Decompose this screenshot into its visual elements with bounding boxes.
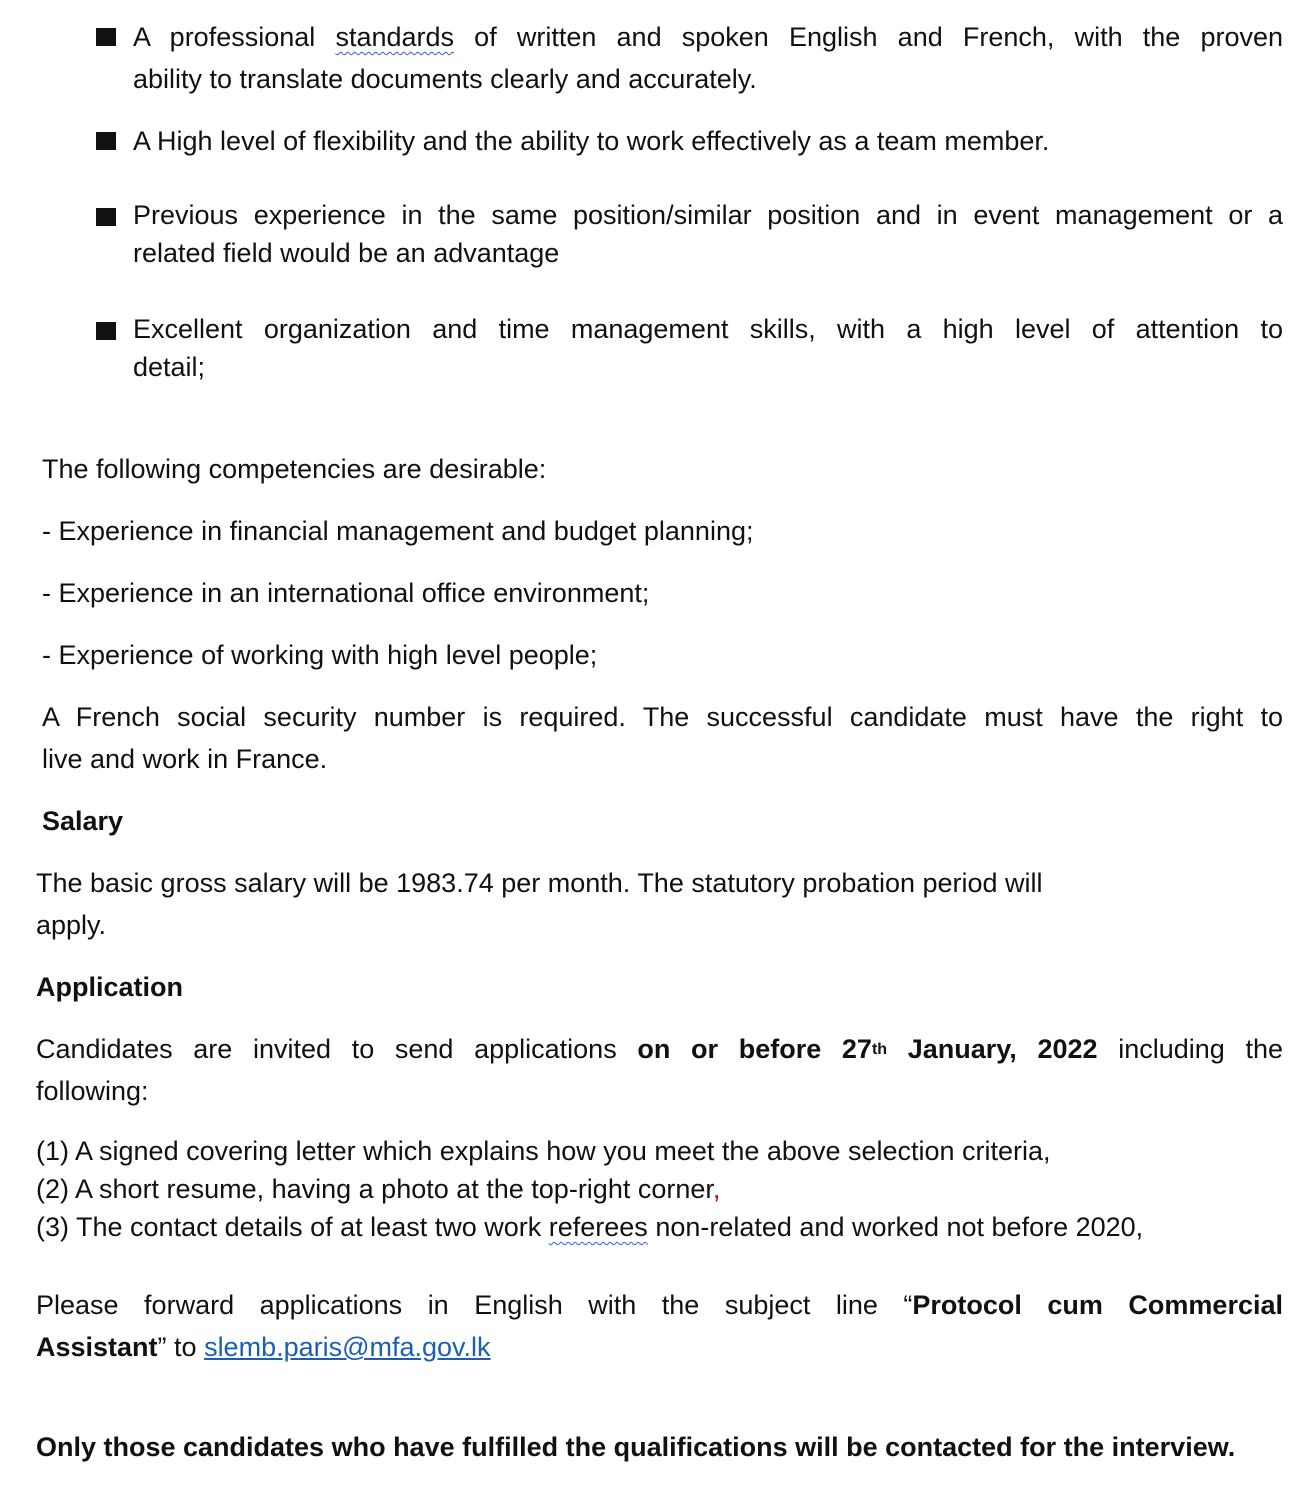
salary-heading: Salary: [42, 806, 124, 836]
paragraph-line: [36, 1284, 1283, 1326]
paragraph-text: Candidates are invited to send applications: [36, 1034, 638, 1064]
email-link[interactable]: slemb.paris@mfa.gov.lk: [204, 1332, 491, 1362]
bullet-line: Previous experience in the same position/similar position and in event management or a: [133, 200, 1283, 230]
paragraph-line: live and work in France.: [42, 744, 328, 774]
bullet-text: of written and spoken English and French, with the proven: [454, 22, 1283, 52]
ordinal-suffix: th: [871, 1041, 888, 1058]
bullet-line: detail;: [133, 352, 206, 382]
paragraph-line: [36, 1326, 1283, 1368]
deadline-text: January, 2022: [887, 1034, 1098, 1064]
competency-item: - Experience in financial management and budget planning;: [42, 516, 754, 546]
social-security-paragraph: [42, 696, 1283, 780]
bullet-line: A High level of flexibility and the ability to work effectively as a team member.: [133, 126, 1050, 156]
bullet-marker: [96, 132, 116, 150]
requirement-item: (1) A signed covering letter which explains how you meet the above selection criteria,: [36, 1136, 1051, 1166]
bullet-marker: [96, 28, 116, 46]
bullet-line: related field would be an advantage: [133, 238, 560, 268]
competencies-intro: The following competencies are desirable:: [42, 454, 547, 484]
red-comma: ,: [712, 1174, 721, 1204]
bullet-marker: [96, 208, 116, 226]
requirement-text: (2) A short resume, having a photo at the top-right corner: [36, 1174, 713, 1204]
paragraph-text: ” to: [157, 1332, 205, 1362]
competency-item: - Experience of working with high level people;: [42, 640, 598, 670]
bullet-text: A professional: [133, 22, 336, 52]
paragraph-line: apply.: [36, 910, 107, 940]
salary-paragraph: [36, 862, 1043, 946]
bullet-item: [133, 16, 1283, 100]
spellcheck-word: referees: [548, 1212, 648, 1242]
paragraph-line: A French social security number is required. The successful candidate must have the right to: [42, 702, 1283, 732]
requirement-text: (3) The contact details of at least two work: [36, 1212, 549, 1242]
subject-line-text: Assistant: [36, 1332, 158, 1362]
closing-note: Only those candidates who have fulfilled the qualifications will be contacted for the interview.: [36, 1432, 1236, 1462]
application-paragraph: [36, 1028, 1283, 1112]
forward-paragraph: [36, 1284, 1283, 1368]
paragraph-text: Please forward applications in English with the subject line “: [36, 1290, 913, 1320]
paragraph-line: [36, 1028, 1283, 1070]
requirement-text: non-related and worked not before 2020,: [647, 1212, 1144, 1242]
paragraph-text: including the: [1097, 1034, 1283, 1064]
requirement-item: [36, 1170, 1143, 1208]
paragraph-line: following:: [36, 1076, 149, 1106]
subject-line-text: Protocol cum Commercial: [912, 1290, 1283, 1320]
bullet-item: [133, 196, 1283, 272]
bullet-line: ability to translate documents clearly and accurately.: [133, 64, 757, 94]
bullet-line: Excellent organization and time management skills, with a high level of attention to: [133, 314, 1283, 344]
bullet-line: [133, 16, 1283, 58]
competency-item: - Experience in an international office environment;: [42, 578, 650, 608]
deadline-text: on or before 27: [637, 1034, 872, 1064]
spellcheck-word: standards: [335, 22, 455, 52]
application-requirements: [36, 1132, 1143, 1246]
bullet-marker: [96, 322, 116, 340]
bullet-item: [133, 310, 1283, 386]
paragraph-line: The basic gross salary will be 1983.74 per month. The statutory probation period will: [36, 868, 1043, 898]
bullet-item: [133, 120, 1283, 162]
application-heading: Application: [36, 972, 183, 1002]
requirement-item: [36, 1208, 1143, 1246]
